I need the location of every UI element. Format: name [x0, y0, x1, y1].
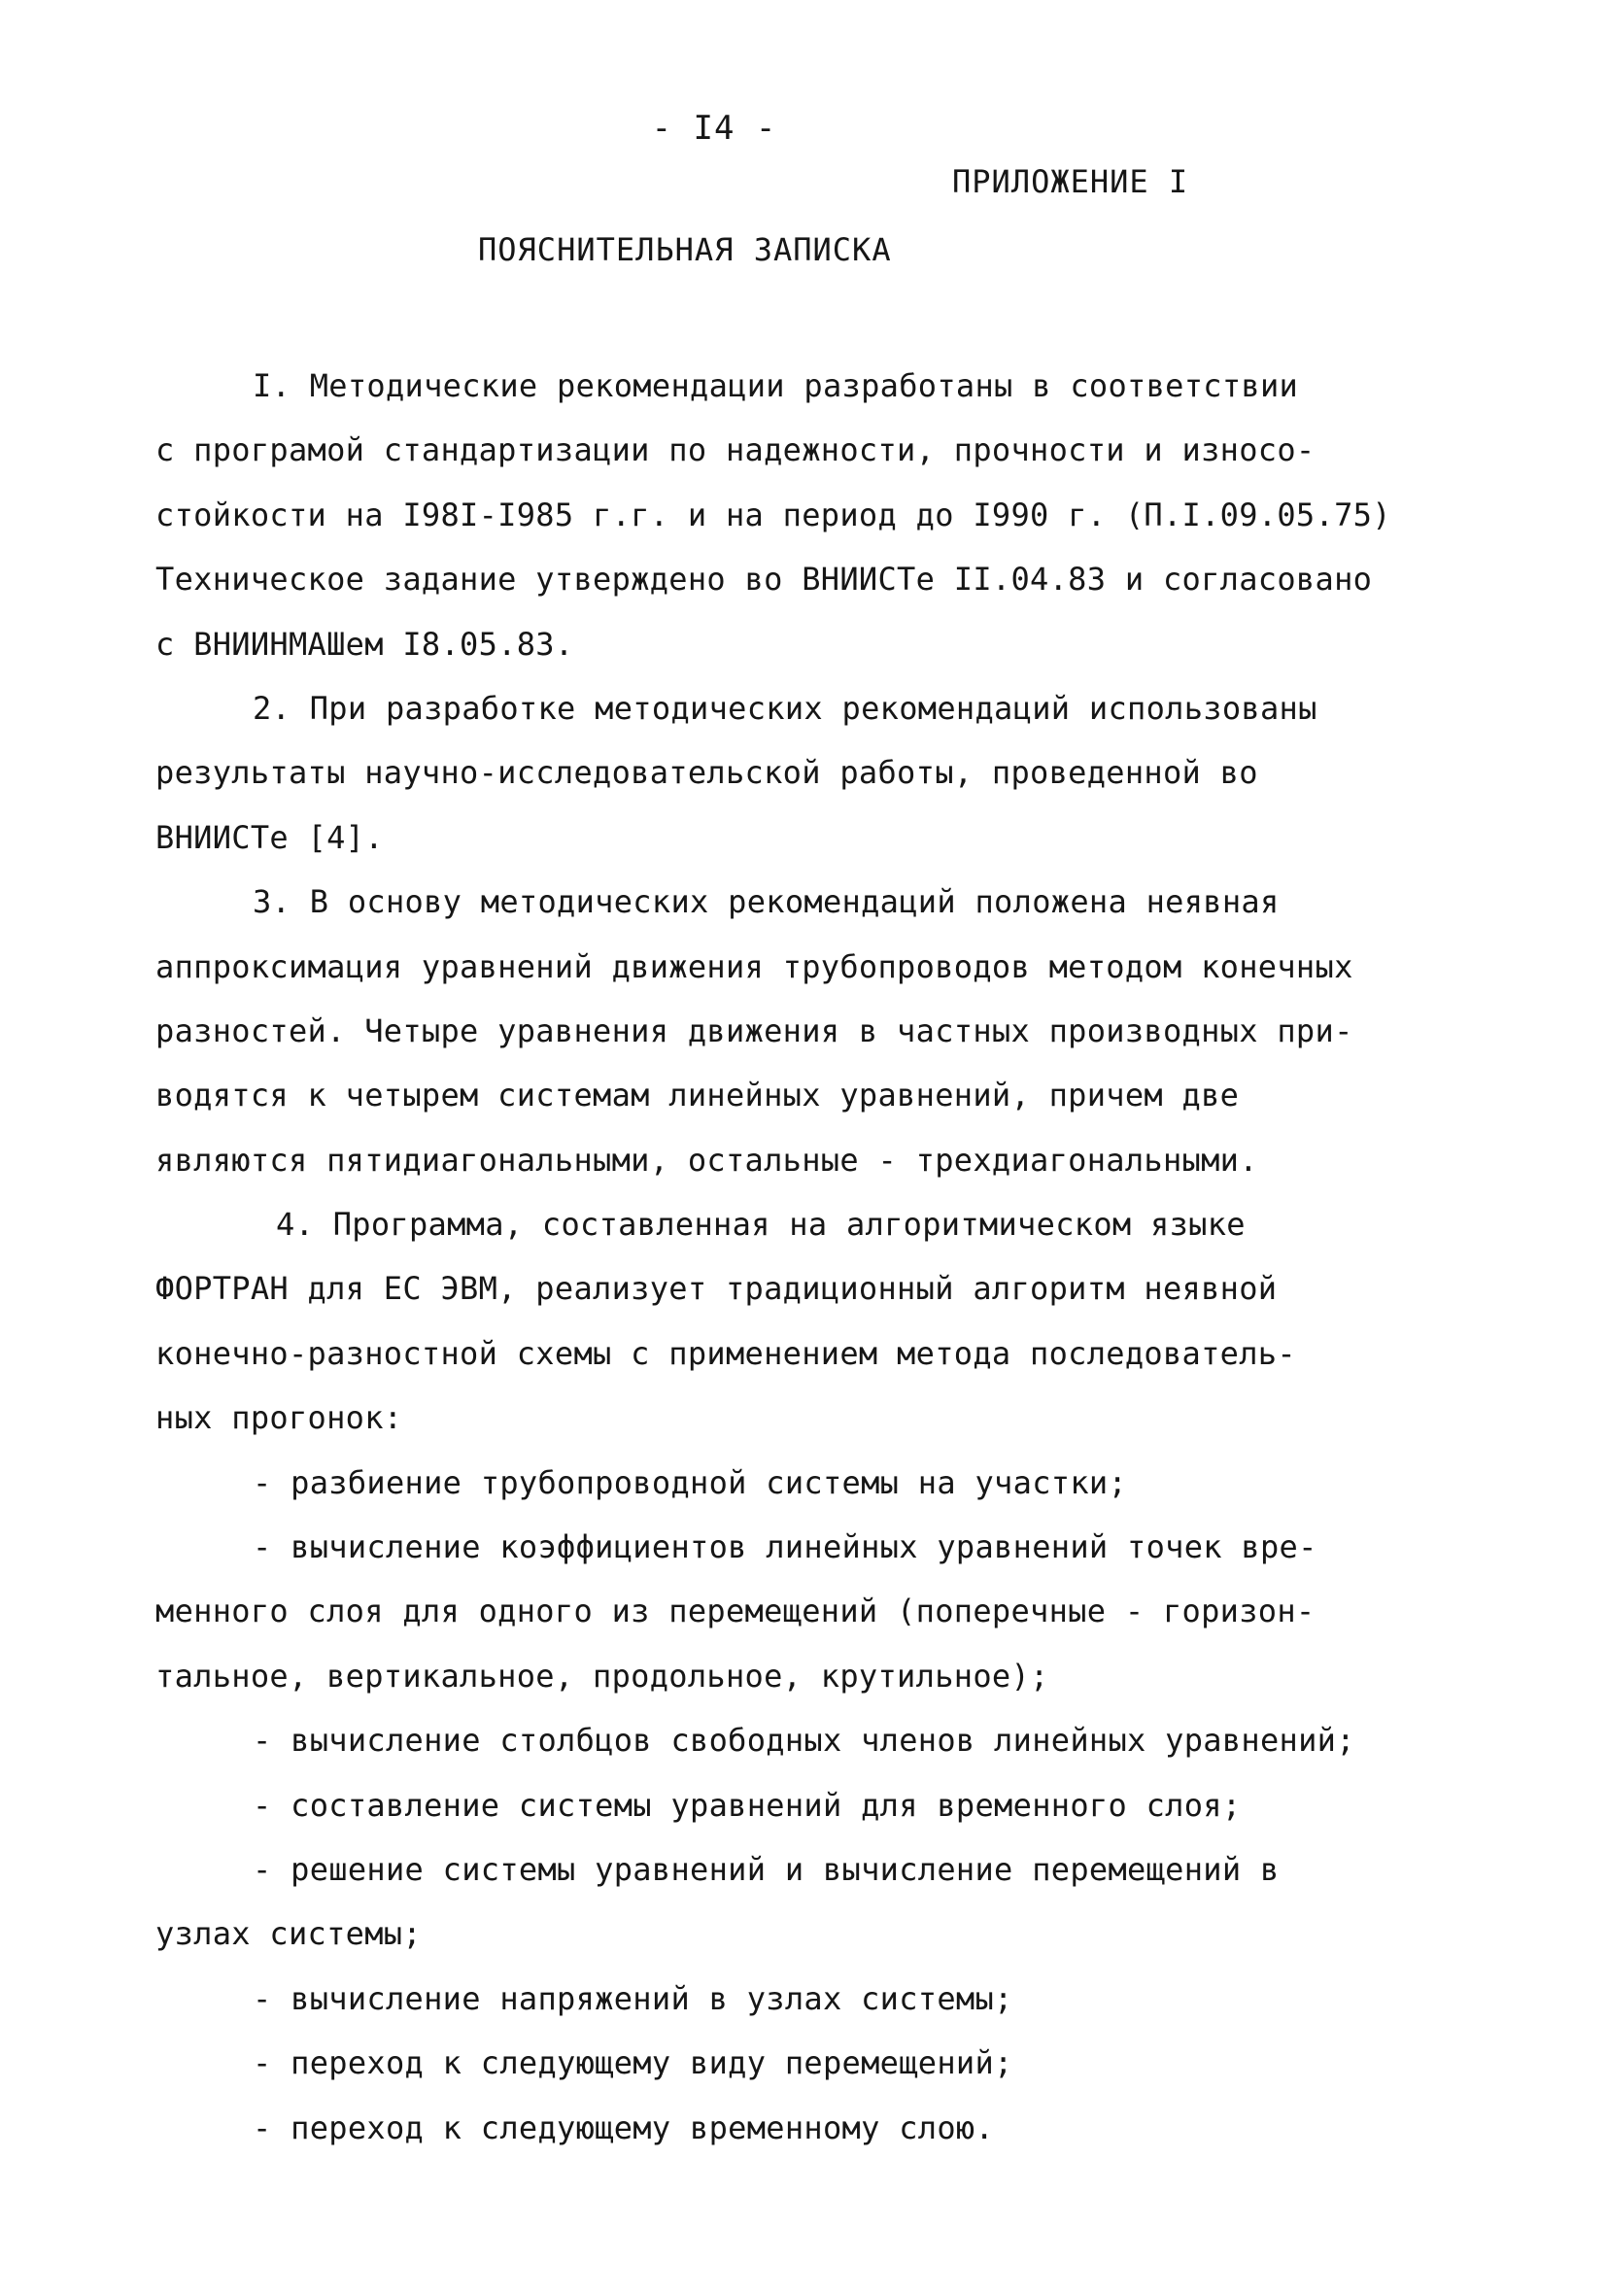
text-line: менного слоя для одного из перемещений (поперечные - горизон-	[155, 1593, 1316, 1630]
text-line: - переход к следующему виду перемещений;	[253, 2044, 1013, 2082]
text-line: тальное, вертикальное, продольное, крутильное);	[155, 1657, 1049, 1695]
document-body	[155, 354, 1457, 2160]
text-line: являются пятидиагональными, остальные - трехдиагональными.	[155, 1141, 1258, 1179]
text-line: 2. При разработке методических рекомендаций использованы	[253, 689, 1317, 727]
text-line: 3. В основу методических рекомендаций положена неявная	[253, 883, 1280, 921]
text-line: - разбиение трубопроводной системы на участки;	[253, 1463, 1128, 1501]
text-line: узлах системы;	[155, 1915, 422, 1953]
appendix-label: ПРИЛОЖЕНИЕ I	[952, 163, 1189, 200]
text-line: Техническое задание утверждено во ВНИИСТе II.04.83 и согласовано	[155, 561, 1373, 599]
text-line: конечно-разностной схемы с применением метода последователь-	[155, 1334, 1296, 1372]
text-line: - вычисление напряжений в узлах системы;	[253, 1979, 1013, 2017]
text-line: - составление системы уравнений для временного слоя;	[253, 1786, 1242, 1824]
text-line: разностей. Четыре уравнения движения в частных производных при-	[155, 1011, 1353, 1049]
text-line: водятся к четырем системам линейных уравнений, причем две	[155, 1077, 1240, 1114]
text-line: - переход к следующему временному слою.	[253, 2108, 995, 2146]
text-line: стойкости на I98I-I985 г.г. и на период до I990 г. (П.I.09.05.75)	[155, 496, 1391, 533]
text-line: - вычисление столбцов свободных членов линейных уравнений;	[253, 1722, 1355, 1760]
text-line: ных прогонок:	[155, 1399, 403, 1437]
page-number: - I4 -	[651, 109, 777, 148]
text-line: результаты научно-исследовательской работы, проведенной во	[155, 754, 1258, 792]
text-line: ФОРТРАН для ЕС ЭВМ, реализует традиционный алгоритм неявной	[155, 1270, 1278, 1308]
text-line: 4. Программа, составленная на алгоритмическом языке	[276, 1206, 1246, 1244]
text-line: - вычисление коэффициентов линейных уравнений точек вре-	[253, 1528, 1317, 1566]
text-line: ВНИИСТе [4].	[155, 818, 384, 856]
text-line: I. Методические рекомендации разработаны в соответствии	[253, 367, 1299, 404]
text-line: с програмой стандартизации по надежности, прочности и износо-	[155, 431, 1316, 469]
text-line: - решение системы уравнений и вычисление перемещений в	[253, 1850, 1280, 1888]
text-line: с ВНИИНМАШем I8.05.83.	[155, 625, 574, 663]
document-title: ПОЯСНИТЕЛЬНАЯ ЗАПИСКА	[478, 231, 892, 268]
text-line: аппроксимация уравнений движения трубопроводов методом конечных	[155, 947, 1353, 985]
